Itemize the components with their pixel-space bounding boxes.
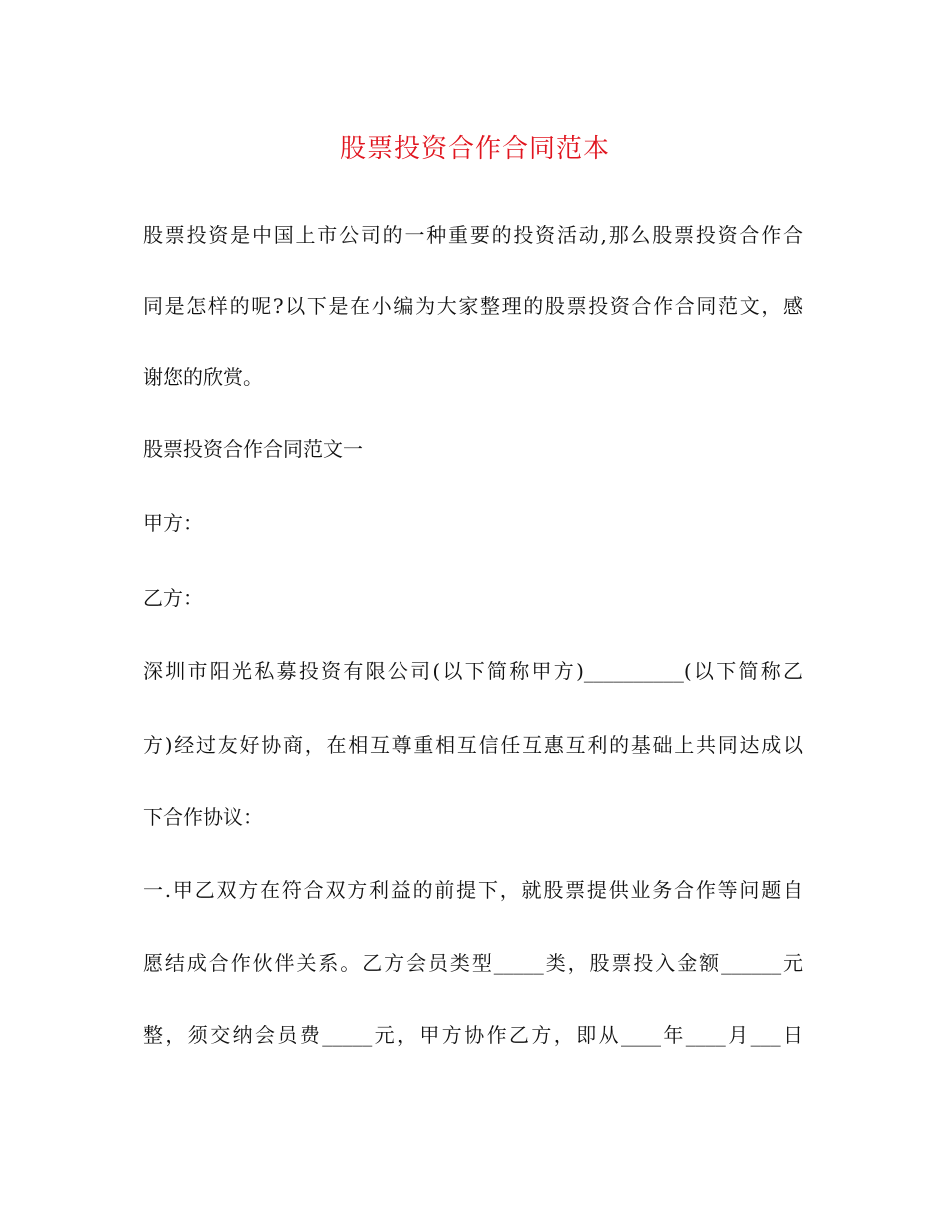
clause-line: 一.甲乙双方在符合双方利益的前提下，就股票提供业务合作等问题自: [143, 878, 803, 902]
paragraph-line: 股票投资是中国上市公司的一种重要的投资活动,那么股票投资合作合: [143, 223, 803, 247]
party-a-label: 甲方：: [143, 511, 203, 535]
section-heading: 股票投资合作合同范文一: [143, 437, 363, 461]
paragraph-line: 深圳市阳光私募投资有限公司(以下简称甲方)__________(以下简称乙: [143, 659, 803, 683]
document-title: 股票投资合作合同范本: [339, 134, 610, 164]
paragraph-line: 谢您的欣赏。: [143, 365, 263, 389]
clause-line: 整，须交纳会员费_____元，甲方协作乙方，即从____年____月___日: [143, 1023, 803, 1047]
clause-line: 愿结成合作伙伴关系。乙方会员类型_____类，股票投入金额______元: [143, 951, 803, 975]
party-b-label: 乙方：: [143, 586, 203, 610]
paragraph-line: 方)经过友好协商，在相互尊重相互信任互惠互利的基础上共同达成以: [143, 733, 803, 757]
paragraph-line: 同是怎样的呢?以下是在小编为大家整理的股票投资合作合同范文，感: [143, 294, 803, 318]
paragraph-line: 下合作协议：: [143, 805, 263, 829]
